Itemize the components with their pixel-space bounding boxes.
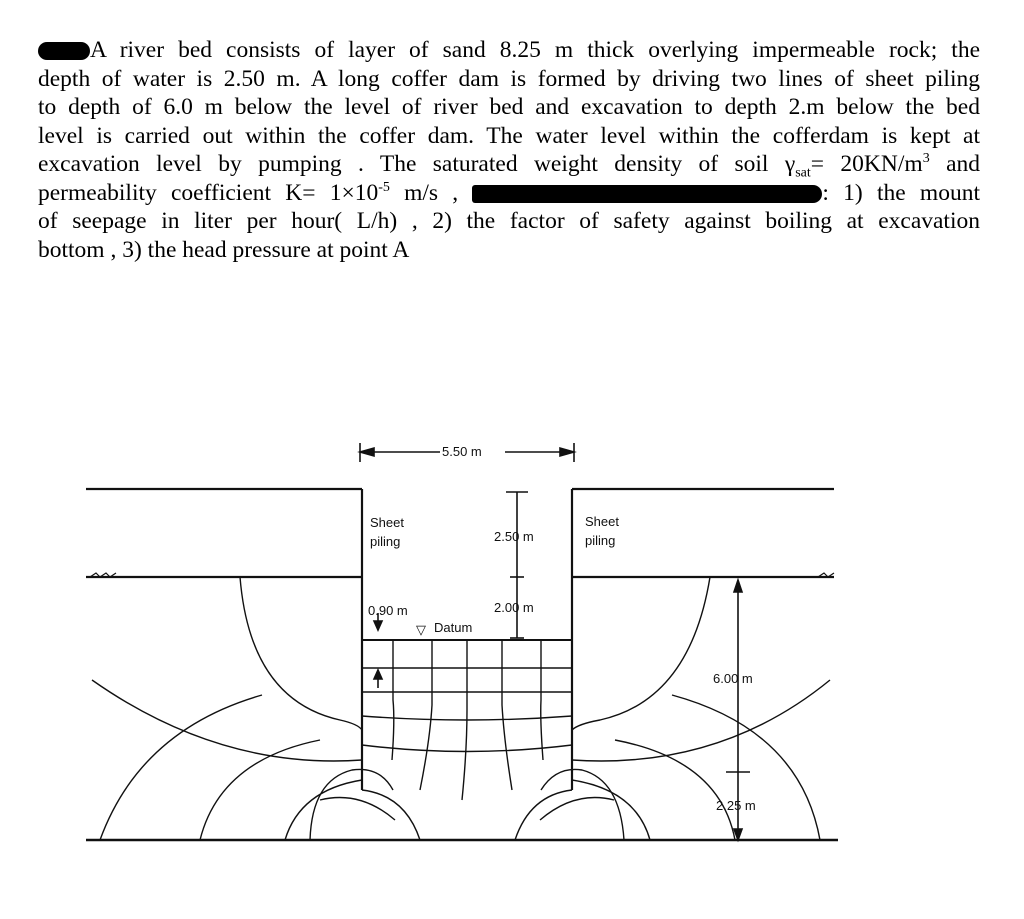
arrowhead (374, 621, 382, 630)
head-label: 0.90 m (368, 603, 408, 618)
problem-line-4: level is carried out within the coffer dam. The water level within the cofferdam is kept at (38, 122, 980, 149)
arrowhead (374, 670, 382, 679)
bottom-depth-label: 2.25 m (716, 798, 756, 813)
problem-line-5: excavation level by pumping . The saturated weight density of soil $\gamma_{sat}= 20KN/m^3$ and (38, 151, 980, 181)
sheet-piling-left-label: Sheet (370, 515, 404, 530)
datum-label: Datum (434, 620, 473, 635)
problem-line-7: of seepage in liter per hour( L/h) , 2) the factor of safety against boiling at excavation (38, 208, 980, 234)
problem-line-8: bottom , 3) the head pressure at point A (38, 236, 410, 263)
datum-symbol: ▽ (416, 622, 426, 637)
flow-net-right (515, 577, 830, 840)
excavation-depth-label: 2.00 m (494, 600, 534, 615)
problem-line-6: permeability coefficient $K= 1\times 10^{-5}$ m/s , : 1) the mount (38, 179, 980, 206)
sheet-piling-right-label-2: piling (585, 533, 616, 548)
sheet-piling-right-label: Sheet (585, 514, 619, 529)
width-dimension-label: 5.50 m (442, 444, 482, 459)
problem-line-2: depth of water is 2.50 m. A long coffer dam is formed by driving two lines of sheet piling (38, 65, 980, 92)
arrowhead (560, 448, 574, 456)
arrowhead (360, 448, 374, 456)
pile-depth-label: 6.00 m (713, 671, 753, 686)
sheet-piling-left-label-2: piling (370, 534, 401, 549)
flow-net-inside (362, 640, 572, 800)
arrowhead (734, 580, 742, 592)
problem-line-1: A river bed consists of layer of sand 8.25 m thick overlying impermeable rock; the (38, 36, 980, 65)
water-depth-label: 2.50 m (494, 529, 534, 544)
problem-line-3: to depth of 6.0 m below the level of river bed and excavation to depth 2.m below the bed (38, 94, 980, 120)
